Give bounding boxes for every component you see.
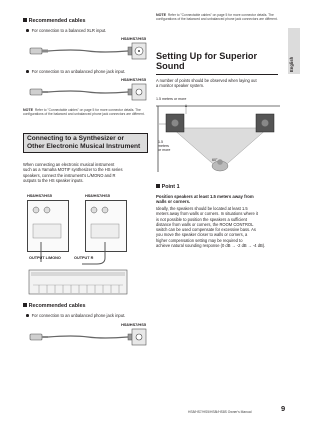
- label-output-l-mono: OUTPUT L/MONO: [29, 256, 61, 260]
- bullet-unbalanced-phone-2: For connection to an unbalanced phone jack input.: [26, 313, 125, 318]
- model-label-1: HS8/HS7/HS5: [121, 36, 146, 41]
- label-distance-wall-top: 1.5 meters or more: [156, 97, 187, 101]
- synth-connection-diagram: [27, 200, 137, 296]
- diagram-model-right: HS8/HS7/HS5: [85, 193, 110, 198]
- footer-manual-title: HS8/HS7/HS5/HS8I/HS8S Owner's Manual: [188, 410, 252, 414]
- point-1-subheading: Position speakers at least 1.5 meters away from walls or corners.: [156, 194, 254, 205]
- square-bullet-icon: [23, 303, 27, 307]
- point-1-paragraph: Ideally, the speakers should be located at least 1.5 meters away from walls or corners. In situations where it is not possible to position the speakers a sufficient distance from walls or corners, the ROOM CONTROL switch can be used compensate for excessive bass. As you move the speaker closer to walls or corners, a higher compensation setting may be required to achieve natural sounding response (0 dB → -2 dB → -4 dB).: [156, 206, 266, 249]
- bullet-icon: [26, 314, 29, 317]
- note-connectable-cables-2: NOTE Refer to "Connectable cables" on page 5 for more connector details. The configurations of the balanced and unbalanced phone jack connectors are different.: [156, 13, 278, 22]
- model-label-3: HS8/HS7/HS5: [121, 322, 146, 327]
- recommended-cables-heading-1: Recommended cables: [23, 18, 86, 24]
- xlr-cable-illustration: [28, 40, 148, 62]
- language-tab: [288, 28, 300, 74]
- label-output-r: OUTPUT R: [74, 256, 94, 260]
- synth-intro-paragraph: When connecting an electronic musical instrument such as a Yamaha MOTIF synthesizer to the HS series speakers, connect the instrument's L/MONO and R outputs to the HS speaker inputs.: [23, 162, 123, 183]
- point-1-heading: Point 1: [156, 184, 180, 190]
- setup-section-heading: Setting Up for Superior Sound: [156, 51, 258, 72]
- speaker-placement-diagram: [156, 100, 280, 174]
- model-label-2: HS8/HS7/HS5: [121, 77, 146, 82]
- label-angle: 60°: [212, 158, 218, 162]
- bullet-unbalanced-phone-1: For connection to an unbalanced phone jack input.: [26, 69, 125, 74]
- synth-section-heading: Connecting to a Synthesizer or Other Electronic Musical Instrument: [23, 133, 148, 153]
- diagram-model-left: HS8/HS7/HS5: [27, 193, 52, 198]
- language-tab-label: English: [289, 56, 294, 72]
- page-number: 9: [281, 404, 286, 413]
- phone-cable-illustration-2: [28, 326, 148, 348]
- square-bullet-icon: [23, 18, 27, 22]
- bullet-balanced-xlr: For connection to a balanced XLR input.: [26, 28, 106, 33]
- bullet-icon: [26, 29, 29, 32]
- square-bullet-icon: [156, 184, 160, 188]
- setup-intro-paragraph: A number of points should be observed when laying out a monitor speaker system.: [156, 78, 257, 89]
- heading-rule: [156, 74, 278, 75]
- recommended-cables-heading-2: Recommended cables: [23, 303, 86, 309]
- note-connectable-cables-1: NOTE Refer to "Connectable cables" on page 5 for more connector details. The configurations of the balanced and unbalanced phone jack connectors are different.: [23, 108, 145, 117]
- bullet-icon: [26, 70, 29, 73]
- phone-cable-illustration: [28, 81, 148, 103]
- label-distance-wall-side: 1.5 meters or more: [158, 140, 171, 153]
